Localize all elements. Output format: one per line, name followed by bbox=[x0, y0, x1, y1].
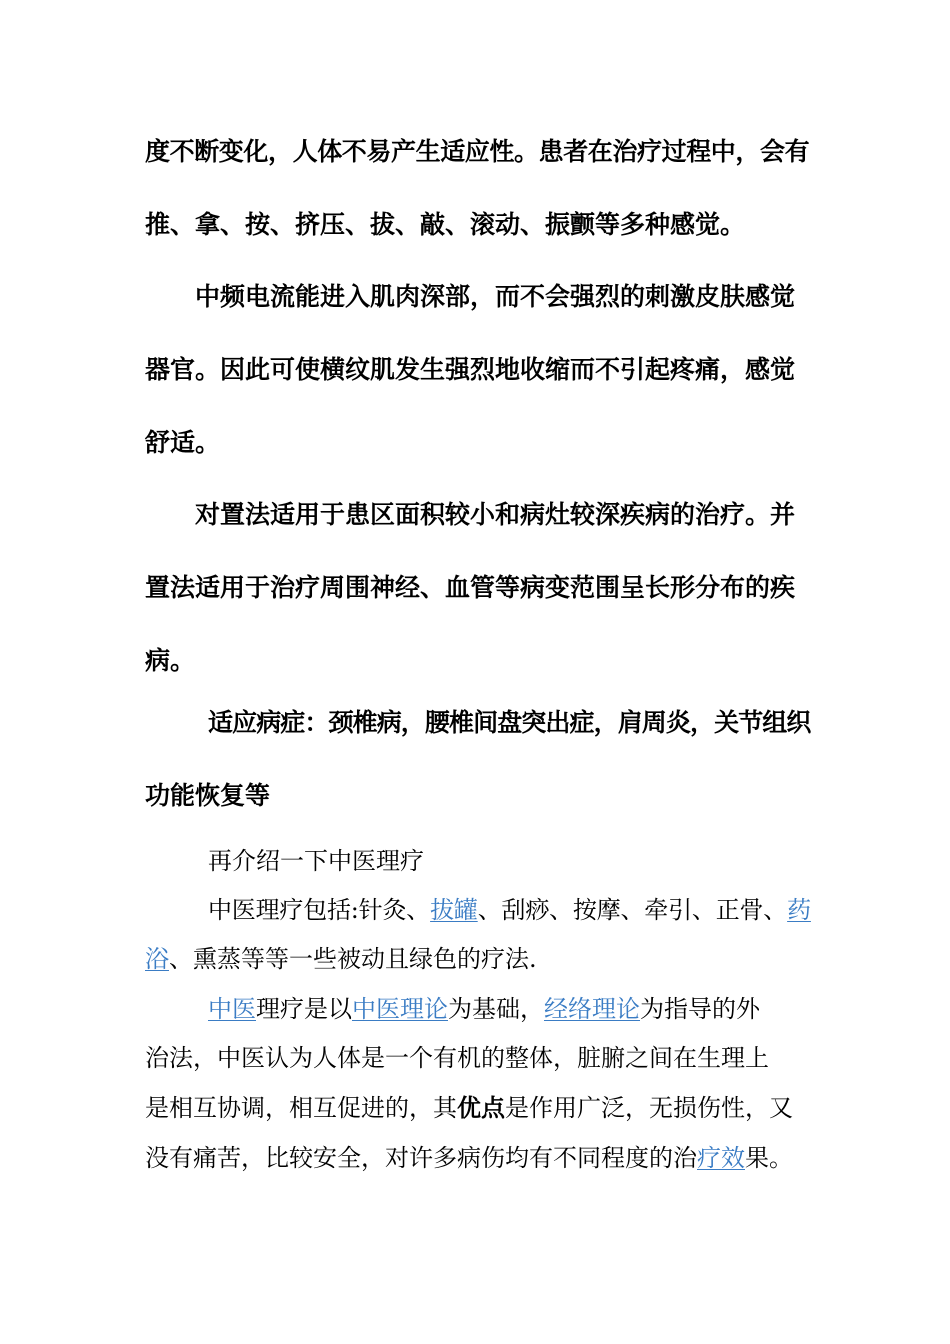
paragraph-7-line-2: 治法，中医认为人体是一个有机的整体，脏腑之间在生理上 bbox=[145, 1044, 769, 1072]
paragraph-6-text-b: 、刮痧、按摩、牵引、正骨、 bbox=[477, 896, 788, 924]
link-tcm-theory[interactable]: 中医理论 bbox=[352, 995, 448, 1023]
paragraph-1-line-2: 推、拿、按、挤压、拔、敲、滚动、振颤等多种感觉。 bbox=[145, 210, 746, 239]
paragraph-4-line-2: 功能恢复等 bbox=[145, 781, 271, 810]
paragraph-1-line-1: 度不断变化，人体不易产生适应性。患者在治疗过程中，会有 bbox=[145, 137, 810, 166]
paragraph-4-line-1: 适应病症：颈椎病，腰椎间盘突出症，肩周炎，关节组织 bbox=[208, 708, 811, 737]
paragraph-7-strong-advantage: 优点 bbox=[457, 1093, 505, 1122]
paragraph-3-line-1: 对置法适用于患区面积较小和病灶较深疾病的治疗。并 bbox=[195, 500, 796, 529]
paragraph-7-text-a: 理疗是以 bbox=[256, 995, 352, 1023]
paragraph-2-line-1: 中频电流能进入肌肉深部，而不会强烈的刺激皮肤感觉 bbox=[195, 282, 796, 311]
paragraph-2-line-2: 器官。因此可使横纹肌发生强烈地收缩而不引起疼痛，感觉 bbox=[145, 355, 796, 384]
paragraph-3-line-2: 置法适用于治疗周围神经、血管等病变范围呈长形分布的疾 bbox=[145, 573, 796, 602]
paragraph-2-line-3: 舒适。 bbox=[145, 428, 221, 457]
paragraph-7-text-c: 为指导的外 bbox=[640, 995, 760, 1023]
paragraph-7-text-g: 果。 bbox=[745, 1144, 793, 1172]
paragraph-7-text-b: 为基础， bbox=[448, 995, 544, 1023]
paragraph-7-line-3 bbox=[145, 1092, 810, 1124]
paragraph-6-text-c: 、熏蒸等等一些被动且绿色的疗法. bbox=[169, 945, 537, 973]
paragraph-7-text-f: 没有痛苦，比较安全，对许多病伤均有不同程度的治 bbox=[145, 1144, 697, 1172]
link-medicinal-bath-part-1[interactable]: 药 bbox=[787, 896, 811, 924]
paragraph-6-text-a: 中医理疗包括:针灸、 bbox=[208, 896, 431, 924]
paragraph-7-line-4 bbox=[145, 1142, 810, 1174]
paragraph-7-line-1 bbox=[145, 993, 810, 1025]
link-cupping[interactable]: 拔罐 bbox=[430, 896, 478, 924]
paragraph-5-line-1: 再介绍一下中医理疗 bbox=[208, 847, 424, 875]
paragraph-3-line-3: 病。 bbox=[145, 646, 196, 675]
link-medicinal-bath-part-2[interactable]: 浴 bbox=[145, 945, 169, 973]
link-meridian-theory[interactable]: 经络理论 bbox=[544, 995, 640, 1023]
paragraph-6-line-2 bbox=[145, 943, 810, 975]
paragraph-7-text-d: 是相互协调，相互促进的，其 bbox=[145, 1094, 457, 1122]
paragraph-6-line-1 bbox=[145, 894, 810, 926]
link-tcm[interactable]: 中医 bbox=[208, 995, 256, 1023]
link-efficacy[interactable]: 疗效 bbox=[697, 1144, 745, 1172]
paragraph-7-text-e: 是作用广泛，无损伤性，又 bbox=[505, 1094, 793, 1122]
